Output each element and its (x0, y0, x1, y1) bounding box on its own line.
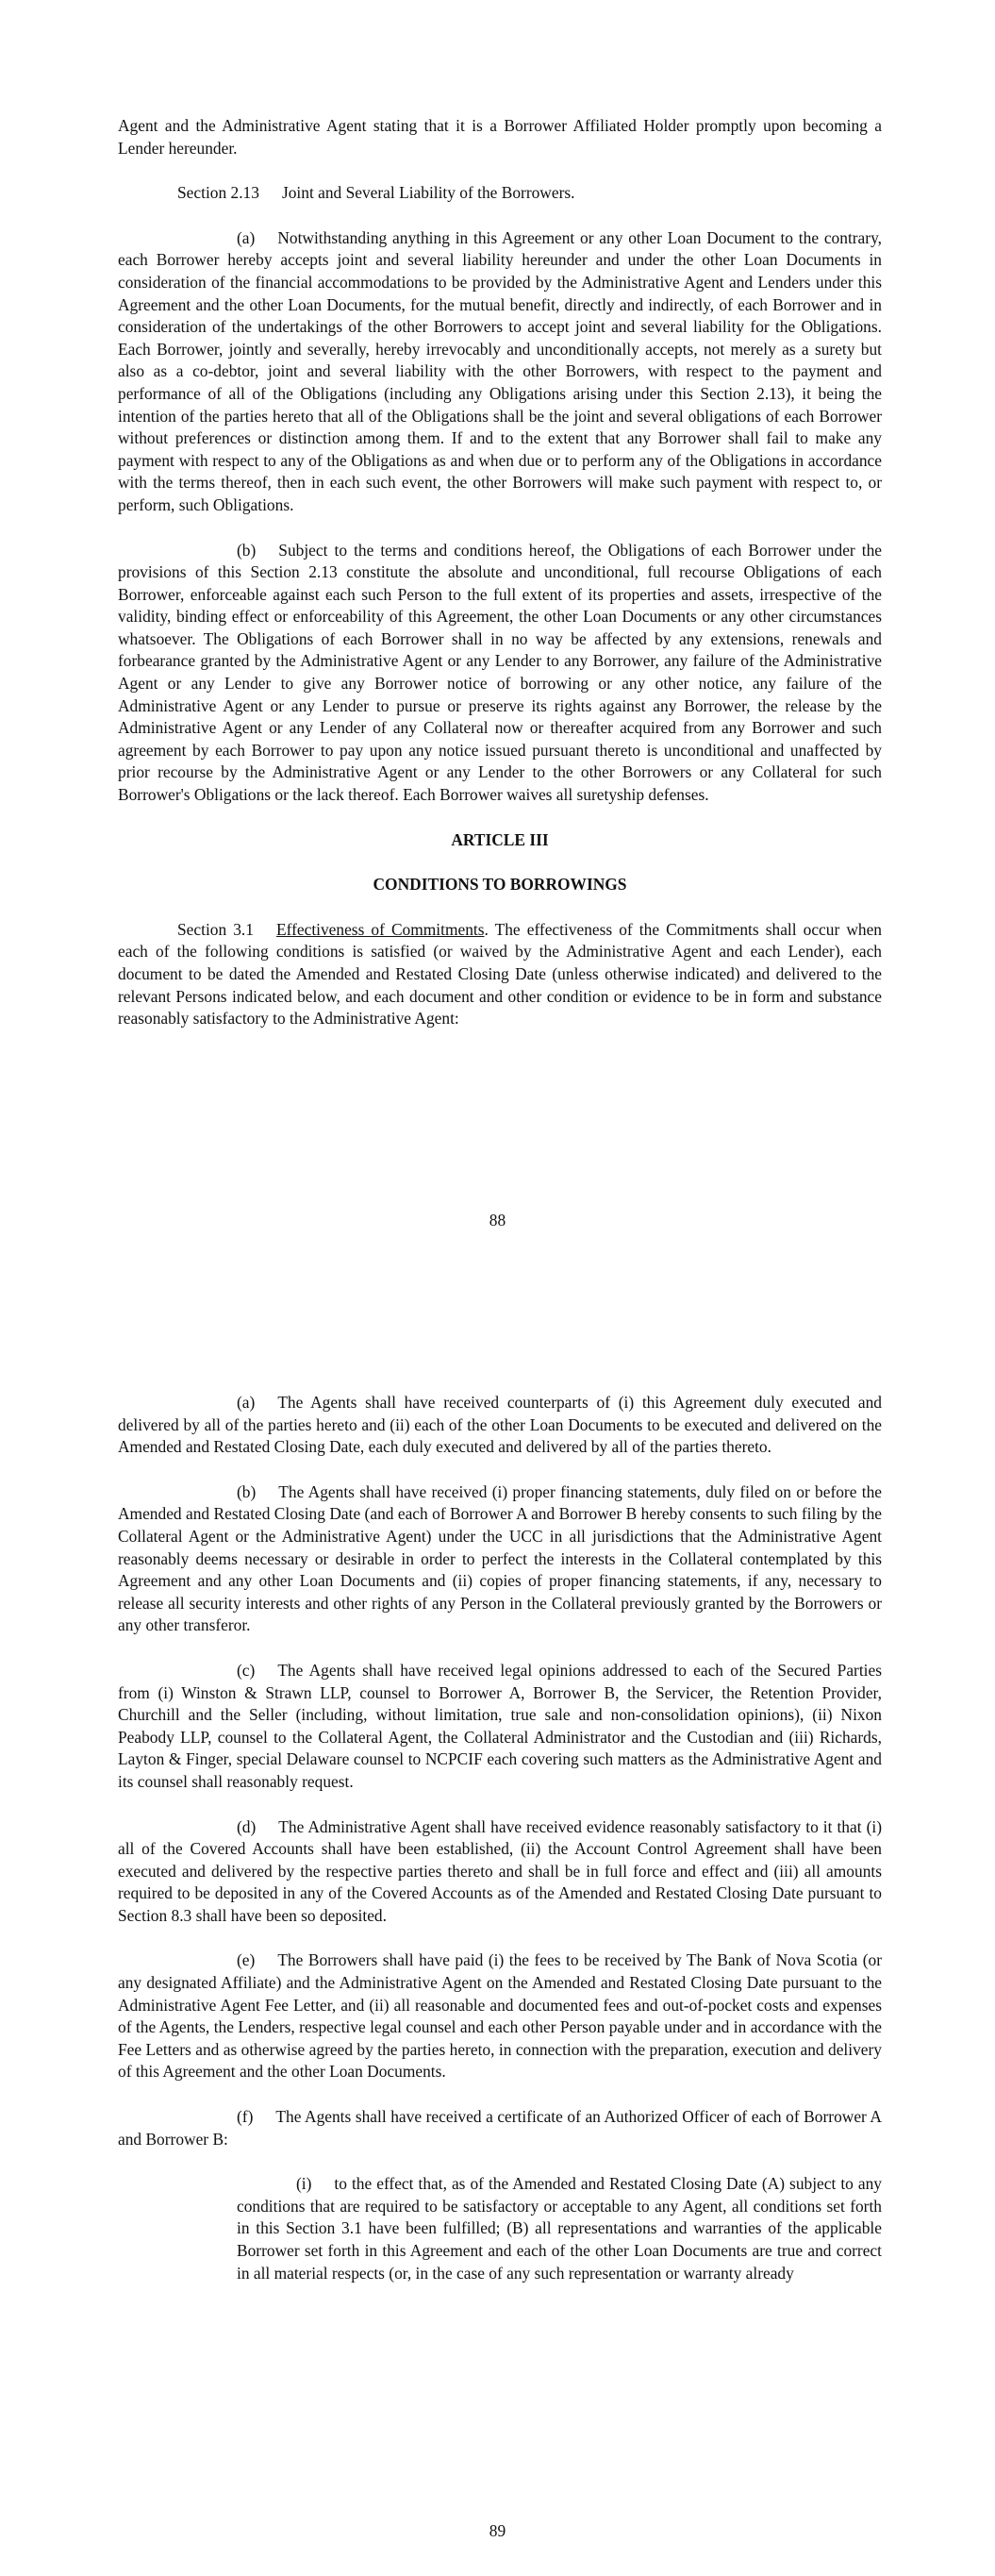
clause-text: to the effect that, as of the Amended and Restated Closing Date (A) subject to any conditions that are required to be satisfactory or acceptable to any Agent, all conditions set forth in this Section 3.1 have been fulfilled; (B) all representations and warranties of the applicable Borrower set forth in this Agreement and each of the other Loan Documents are true and correct in all material respects (or, in the case of any such representation or warranty already (237, 2174, 882, 2283)
article-title: ARTICLE III (451, 829, 549, 849)
article-subtitle: CONDITIONS TO BORROWINGS (373, 875, 627, 895)
section-label: Section 3.1 (177, 919, 254, 939)
clause-f-i-paragraph (237, 2173, 882, 2284)
clause-text: The Borrowers shall have paid (i) the fees to be received by The Bank of Nova Scotia (or any designated Affiliate) and the Administrative Agent on the Amended and Restated Closing Date pursuant to the Administrative Agent Fee Letter, and (ii) all reasonable and documented fees and out-of-pocket costs and expenses of the Agents, the Lenders, respective legal counsel and each other Person payable under and in accordance with the Fee Letters and as otherwise agreed by the parties hereto, in connection with the preparation, execution and delivery of this Agreement and the other Loan Documents. (118, 1950, 882, 2082)
clause-text: The Agents shall have received a certificate of an Authorized Officer of each of Borrower A and Borrower B: (118, 2107, 882, 2149)
clause-label: (a) (237, 227, 256, 247)
section-title: Joint and Several Liability of the Borrowers. (281, 183, 575, 203)
clause-d-paragraph (118, 1816, 882, 1928)
section-text: . The effectiveness of the Commitments shall occur when each of the following conditions is satisfied (or waived by the Administrative Agent and each Lender), each document to be dated the Amended and Restated Closing Date (unless otherwise indicated) and delivered to the relevant Persons indicated below, and each document and other condition or evidence to be in form and substance reasonably satisfactory to the Administrative Agent: (118, 919, 882, 1029)
clause-text: The Agents shall have received (i) proper financing statements, duly filed on or before the Amended and Restated Closing Date (and each of Borrower A and Borrower B hereby consents to such filing by the Collateral Agent or the Administrative Agent) under the UCC in all jurisdictions that the Administrative Agent reasonably deems necessary or desirable in order to perfect the interests in the Collateral contemplated by this Agreement and any other Loan Documents and (ii) copies of proper financing statements, if any, necessary to release all security interests and other rights of any Person in the Collateral previously granted by the Borrowers or any other transferor. (118, 1481, 882, 1635)
clause-c-paragraph (118, 1660, 882, 1794)
clause-label: (i) (296, 2174, 312, 2194)
section-2-13-heading (118, 182, 882, 205)
page-body (118, 1392, 882, 2307)
section-3-1-paragraph (118, 919, 882, 1030)
clause-text: Notwithstanding anything in this Agreement or any other Loan Document to the contrary, each Borrower hereby accepts joint and several liability hereunder and under the other Loan Documents in consideration of the financial accommodations to be provided by the Administrative Agent and Lenders under this Agreement and the other Loan Documents, for the mutual benefit, directly and indirectly, of each Borrower and in consideration of the undertakings of the other Borrowers to accept joint and several liability for the Obligations. Each Borrower, jointly and severally, hereby irrevocably and unconditionally accepts, not merely as a surety but also as a co-debtor, joint and several liability with the other Borrowers, with respect to the payment and performance of all of the Obligations (including any Obligations arising under this Section 2.13), it being the intention of the parties hereto that all of the Obligations shall be the joint and several obligations of each Borrower without preferences or distinction among them. If and to the extent that any Borrower shall fail to make any payment with respect to any of the Obligations as and when due or to perform any of the Obligations in accordance with the terms thereof, then in each such event, the other Borrowers will make such payment with respect to, or perform, such Obligations. (118, 227, 882, 514)
clause-text: The Agents shall have received counterparts of (i) this Agreement duly executed and delivered by all of the parties hereto and (ii) each of the other Loan Documents to be executed and delivered on the Amended and Restated Closing Date, each duly executed and delivered by all of the parties thereto. (118, 1393, 882, 1457)
clause-a-paragraph (118, 1392, 882, 1459)
clause-label: (f) (237, 2107, 254, 2127)
clause-label: (e) (237, 1950, 256, 1970)
clause-label: (b) (237, 540, 257, 560)
clause-text: The Administrative Agent shall have received evidence reasonably satisfactory to it that (i) all of the Covered Accounts shall have been established, (ii) the Account Control Agreement shall have been executed and delivered by the respective parties thereto and shall be in full force and effect and (iii) all amounts required to be deposited in any of the Covered Accounts as of the Amended and Restated Closing Date pursuant to Section 8.3 shall have been so deposited. (118, 1816, 882, 1925)
page-number: 89 (489, 2521, 506, 2540)
section-label: Section 2.13 (177, 183, 259, 203)
clause-b-paragraph (118, 1481, 882, 1637)
clause-text: The Agents shall have received legal opinions addressed to each of the Secured Parties from (i) Winston & Strawn LLP, counsel to Borrower A, Borrower B, the Servicer, the Retention Provider, Churchill and the Seller (including, without limitation, true sale and non-consolidation opinions), (ii) Nixon Peabody LLP, counsel to the Collateral Agent, the Collateral Administrator and the Custodian and (iii) Richards, Layton & Finger, special Delaware counsel to NCPCIF each covering such matters as the Administrative Agent and its counsel shall reasonably request. (118, 1660, 882, 1791)
clause-e-paragraph (118, 1949, 882, 2083)
clause-f-paragraph (118, 2106, 882, 2150)
section-2-13-a-paragraph (118, 227, 882, 517)
section-2-13-b-paragraph (118, 540, 882, 807)
clause-label: (a) (237, 1393, 256, 1412)
clause-text: Subject to the terms and conditions hereof, the Obligations of each Borrower under the provisions of this Section 2.13 constitute the absolute and unconditional, full recourse Obligations of each Borrower, enforceable against each such Person to the full extent of its properties and assets, irrespective of the validity, binding effect or enforceability of this Agreement, the other Loan Documents or any other circumstances whatsoever. The Obligations of each Borrower shall in no way be affected by any extensions, renewals and forbearance granted by the Administrative Agent or any Lender to any Borrower, any failure of the Administrative Agent or any Lender to give any Borrower notice of borrowing or any other notice, any failure of the Administrative Agent or any Lender to pursue or preserve its rights against any Borrower, the release by the Administrative Agent or any Lender of any Collateral now or thereafter acquired from any Borrower and such agreement by each Borrower to pay upon any notice issued pursuant thereto is unconditional and unaffected by prior recourse by the Administrative Agent or any Lender to the other Borrowers or any Collateral for such Borrower's Obligations or the lack thereof. Each Borrower waives all suretyship defenses. (118, 540, 882, 805)
clause-label: (c) (237, 1660, 256, 1680)
clause-label: (d) (237, 1816, 257, 1836)
page-number: 88 (489, 1211, 506, 1229)
continuation-paragraph: Agent and the Administrative Agent stating that it is a Borrower Affiliated Holder promptly upon becoming a Lender hereunder. (118, 116, 882, 158)
page-body (118, 115, 882, 1053)
section-title: Effectiveness of Commitments (275, 919, 485, 939)
clause-label: (b) (237, 1481, 257, 1501)
document-page-89 (0, 1340, 995, 2576)
